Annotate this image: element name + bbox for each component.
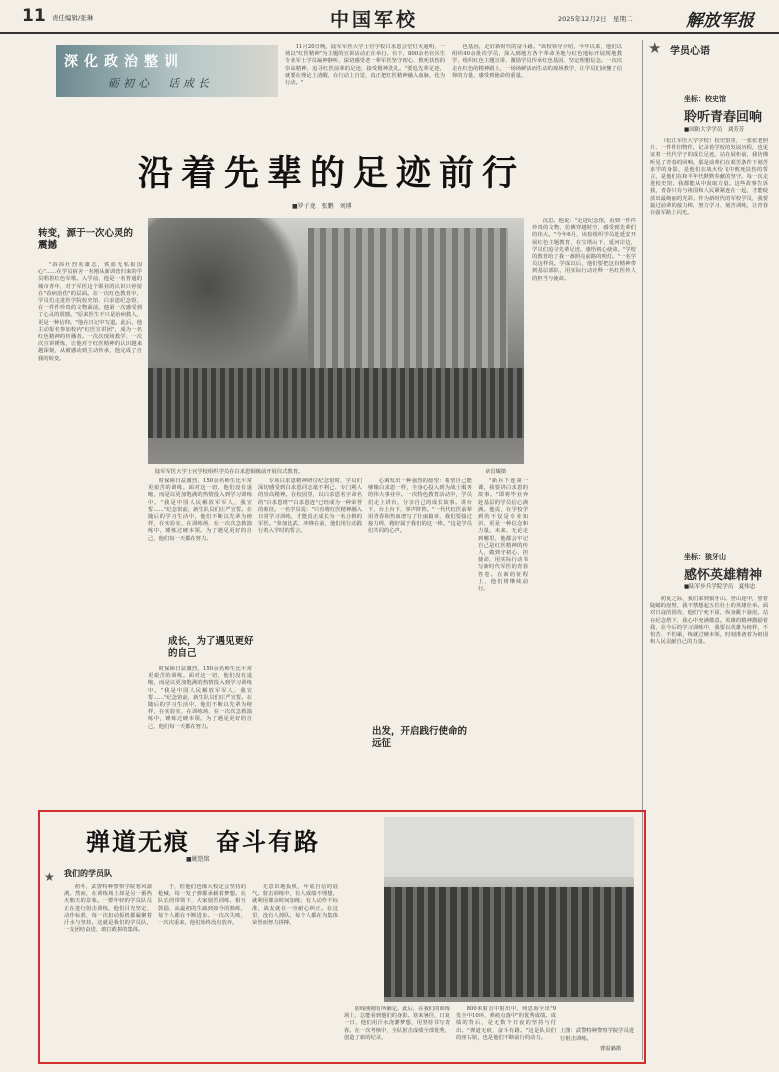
sidebar-a1-byline: ■国防大学学员 刘芳芳 [684, 127, 745, 133]
photo-credit: 章昌耀摄 [485, 469, 507, 475]
boxed-article-title: 弹道无痕 奋斗有路 [86, 828, 320, 856]
boxed-col-4: 防线刚刚有所确定。此后，在我们的训练场上，总能看到他们的身影。寒来暑往，日复一日，他们用汗水浇灌梦想，用坚持书写青春。在一次考核中，全队射击成绩全部优秀，创造了新的纪录。 [344, 1006, 450, 1041]
issue-date: 2025年12月2日 星期二 [558, 15, 633, 23]
banner-subtitle: 砺初心 话成长 [108, 77, 213, 90]
boxed-col-3: 无意识地扳机，年底自信的底气。射击训练中，有人成绩不理想，就利用课余时间加练；有人动作不标准，战友就在一旁耐心纠正。在这里，没有人掉队，每个人都在为集体荣誉而努力拼搏。 [252, 884, 338, 927]
article-col-1: "浴浴壮烈英雄志，铁血无私报国心"……在学员宿舍一名刚从新训营归来的学员唱着红色军歌。入学前，他是一名普通的城市青年，对于军医这个职业的认识只停留在"看病治伤"的层面。在一次红色教育中，学员们走进医学院校史馆、白求恩纪念馆，在一件件珍贵的文物面前，他第一次感受到了心灵的震撼。"原来医生不只是治病救人，更是一种信仰。"他在日记中写道。此后，他主动报名参加校内"红医宣讲团"，成为一名红色精神的传播者。一次次现场教学、一次次宣讲锤炼，让他对于红医精神的认识越来越深刻，从被感动到主动传承，他完成了自我的转变。 [38, 262, 142, 362]
sidebar-a2-title: 感怀英雄精神 [684, 568, 763, 583]
editor-credit: 责任编辑/张琳 [52, 14, 94, 22]
page-number: 11 [22, 6, 46, 26]
section-title: 中国军校 [330, 9, 419, 31]
article-col-5: 沉思。他说："走进纪念馆，看到一件件珍贵的文物，仿佛穿越时空，感受到先辈们的伟大。"今年6月，该校组织学员赴延安开展红色主题教育，在宝塔山下、延河岸边，学员们追寻先辈足迹，感悟初心使命。"学校的教育给了我一盏照亮前路的明灯。"一名学员这样说。学成以后，他们要把这份精神带到基层部队，用实际行动诠释一名红医传人的担当与使命。 [532, 218, 636, 282]
article-col-2b: 时保障日益激烈，150余名师生比平常更艰苦的训练。面对这一切，他们没有退缩，而是以更加饱满的热情投入到学习训练中。"我是中国人民解放军军人，我宣誓……"纪念馆前，新生队员们庄严宣誓。在随后的学习生活中，他们不断以先辈为榜样，在实验室、在训练场、在一次次急救演练中，锤炼过硬本领。为了遇见更好的自己，他们每一天都在努力。 [148, 666, 252, 730]
article-photo [148, 218, 524, 464]
subhead-1: 转变，源于一次心灵的震撼 [38, 228, 134, 251]
sidebar-a1-text: （松江军医大学学校）校史馆里，一张张老照片、一件件旧物件，记录着学校的发展历程，也见证着一代代学子的成长足迹。站在展柜前，我仿佛听见了青春的回响。那是前辈们在艰苦条件下刻苦求学的身影，是他们在战火纷飞中救死扶伤的誓言，是他们在和平年代默默奉献的坚守。每一次走进校史馆，我都能从中汲取力量。这些故事告诉我，青春只有与祖国和人民紧紧连在一起，才能绽放出最绚丽的光彩。作为新时代的军校学员，我要接过前辈的接力棒，努力学习、刻苦训练，让青春在强军路上闪光。 [650, 138, 768, 217]
star-icon: ★ [44, 870, 55, 884]
sidebar-a1-kicker: 坐标：校史馆 [684, 95, 726, 103]
subhead-3: 出发，开启践行使命的远征 [372, 726, 468, 749]
photo-caption: 陆军军医大学士官学校组织学员在白求恩铜像前开展仪式教育。 [155, 469, 304, 475]
column-banner [56, 45, 278, 97]
boxed-subhead: 我们的学员队 [64, 869, 112, 878]
subhead-2: 成长，为了遇见更好的自己 [168, 636, 254, 659]
article-col-4: 心调发出一种强烈的愿望：希望自己能够像白求恩一样，全身心投入到为战士服务的伟大事业中。一次特色教育活动中，学员们走上讲台，分享自己的成长故事。讲台下，台上台下，掌声阵阵。"一代代红医前辈用青春和热血谱写了壮丽篇章，我们要接过接力棒，跑好属于我们的这一棒。"这是学员们共同的心声。 [368, 478, 472, 535]
article-byline: ■罗子龙 张鹏 刘博 [292, 203, 352, 210]
intro-text-2: 色基因，走好新时代的奋斗路。"该校领导介绍，今年以来，他们以组织40余批次学员，深入到地方各个革命圣地与红色地标开展现地教学，组织红色主题宣讲，激励学员传承红色基因、坚定理想信念。一次次走在红色的精神路上，一场场鲜活而生动的现场教学，让学员们读懂了信仰的力量，感受到使命的重量。 [452, 44, 622, 79]
boxed-article-byline: ■姚铠铭 [186, 856, 210, 863]
banner-title: 深化政治整训 [64, 54, 184, 70]
boxed-col-2: 于，但他们也像大校定会坚持的枪械，每一发子弹都承载着梦想。在队长的带领下，大家刻苦训练、相互鼓励，从最初的生疏到如今的熟练，每个人都在不断进步。一次次失败，一次次重来，他们始终没有放弃。 [158, 884, 246, 927]
boxed-col-1: 初冬，武警特种警察学院寒风凛冽。然而，在训练场上却是另一番热火朝天的景象。一群年轻的学员队员正在进行射击训练，他们目光坚定、动作标准，每一次扣动扳机都凝聚着汗水与坚持。这就是我们的学员队，一支团结奋进、敢打敢拼的集体。 [64, 884, 152, 934]
article-title: 沿着先辈的足迹前行 [138, 154, 526, 194]
boxed-photo [384, 817, 634, 1002]
boxed-photo-credit: 曹温潞摄 [600, 1046, 622, 1052]
article-col-3: 专项白求恩精神研讨纪念馆时，学员们深切感受到白求恩同志毫不利己、专门利人的崇高精神。在校园里，以白求恩名字命名的"白求恩班""白求恩连"已经成为一种荣誉的象征。一名学员说："只有将红医精神融入日常学习训练，才能真正成长为一名合格的军医。"参加比武、冲锋在前，他们用行动践行着入学时的誓言。 [258, 478, 362, 535]
article-col-6: "新兵下连第一课，我要讲白求恩的故事。"即将毕业奔赴基层的学员信心满满。他说，在学校学到的不仅是专业知识，更是一种信念和力量。未来，无论走到哪里，他都会牢记自己是红医精神的传人，做到守初心、担使命，用实际行动书写新时代军医的青春答卷。在新的征程上，他们将继续前行。 [478, 478, 528, 593]
sidebar-a2-byline: ■陆军步兵学院学员 夏炜忠 [684, 584, 756, 590]
sidebar-a2-text: 初夏之际，我们来到狼牙山。登山途中，望着陡峭的崖壁，我不禁想起五位壮士的英雄壮举。面对日寇的围攻，他们宁死不屈，纵身跳下悬崖。站在纪念塔下，我心中充满敬意。英雄的精神激励着我，在今后的学习训练中，我要以英雄为榜样，不怕苦、不怕累，练就过硬本领，时刻准备着为祖国和人民贡献自己的力量。 [650, 596, 768, 646]
boxed-col-5: 800米射击中射出中，何思海全出"9发全中10环，弹痕点落中"的优秀成绩。成绩的背后，是无数个日夜的坚持与付出。"弹道无痕，奋斗有路。"这是队员们的座右铭，也是他们不断前行的动力。 [456, 1006, 556, 1041]
sidebar-heading: 学员心语 [670, 46, 710, 57]
masthead-logo: 解放军报 [686, 11, 754, 31]
boxed-photo-caption: 上图：武警特种警察学院学员进行射击训练。 [560, 1028, 635, 1042]
sidebar-a1-title: 聆听青春回响 [684, 110, 763, 125]
star-icon: ★ [648, 39, 662, 57]
intro-text: 11月20日晚，陆军军医大学士官学校白求恩会堂灯火通明，一场以"红医精神"为主题的宣讲活动正在举行。台下，800余名官兵生专业军士学员凝神静听，深切感受老一辈军医坚守初心、救死扶伤的崇高精神，追寻红医前辈的足迹，接受精神洗礼。"要追先辈足迹，就要在理论上清醒，在行动上自觉，真正把红医精神融入血脉、化为行动。" [285, 44, 445, 87]
article-col-2: 时保障日益激烈，150余名师生比平常更艰苦的训练。面对这一切，他们没有退缩，而是以更加饱满的热情投入到学习训练中。"我是中国人民解放军军人，我宣誓……"纪念馆前，新生队员们庄严宣誓。在随后的学习生活中，他们不断以先辈为榜样，在实验室、在训练场、在一次次急救演练中，锤炼过硬本领。为了遇见更好的自己，他们每一天都在努力。 [148, 478, 252, 542]
sidebar-a2-kicker: 坐标：狼牙山 [684, 553, 726, 561]
